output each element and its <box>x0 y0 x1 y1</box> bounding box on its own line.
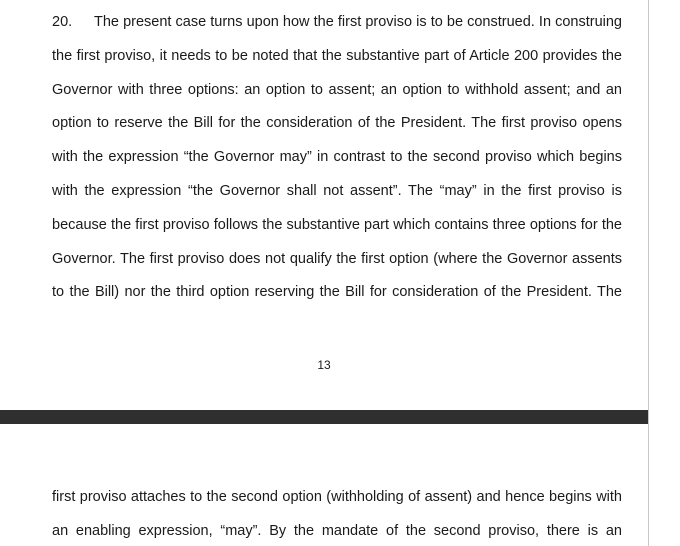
text-line: with the expression “the Governor may” in contrast to the second proviso which begins <box>52 149 622 166</box>
text-line: first proviso attaches to the second option (withholding of assent) and hence begins with <box>52 489 622 505</box>
paragraph-number: 20. <box>52 14 73 30</box>
paragraph-first-line: The present case turns upon how the first proviso is to be construed. In construing <box>94 14 622 30</box>
text-line: with the expression “the Governor shall not assent”. The “may” in the first proviso is <box>52 182 622 199</box>
page-number: 13 <box>317 358 331 372</box>
scrollbar-track[interactable] <box>648 0 680 546</box>
page-separator <box>0 410 680 424</box>
text-line: the first proviso, it needs to be noted that the substantive part of Article 200 provides the <box>52 47 622 64</box>
text-line: an enabling expression, “may”. By the mandate of the second proviso, there is an <box>52 522 622 539</box>
text-line: to the Bill) nor the third option reserving the Bill for consideration of the President. The <box>52 284 622 301</box>
document-page-14 <box>0 424 648 546</box>
text-line: Governor. The first proviso does not qualify the first option (where the Governor assents <box>52 250 622 267</box>
text-line: because the first proviso follows the substantive part which contains three options for the <box>52 216 622 233</box>
text-line <box>52 6 622 40</box>
text-line: option to reserve the Bill for the consideration of the President. The first proviso opens <box>52 115 622 132</box>
text-line: Governor with three options: an option to assent; an option to withhold assent; and an <box>52 81 622 98</box>
paragraph-continuation <box>52 481 622 546</box>
paragraph-20 <box>52 6 622 310</box>
